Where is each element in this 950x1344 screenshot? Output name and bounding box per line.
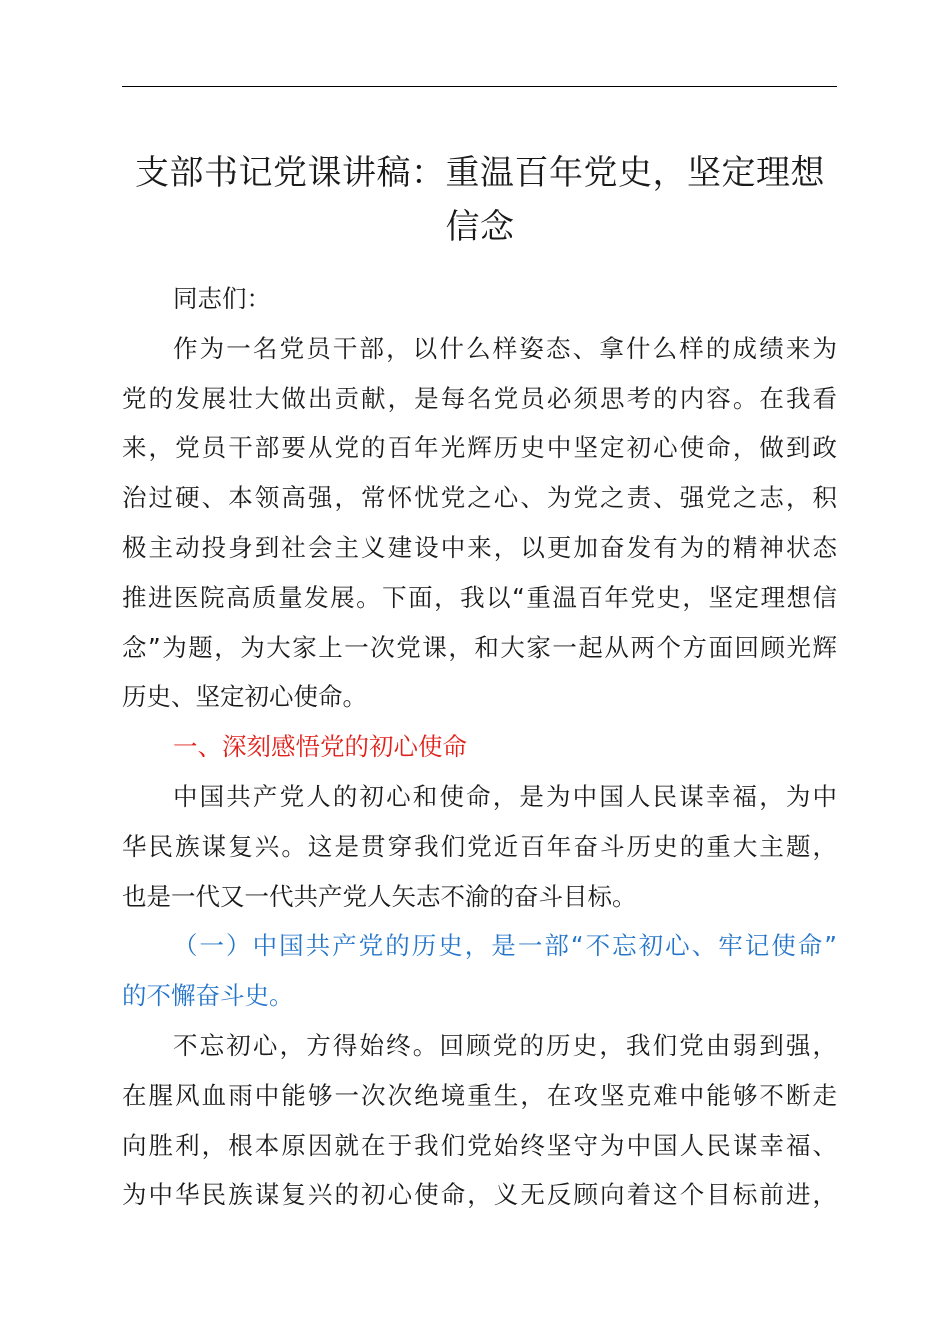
paragraph-line: 华民族谋复兴。这是贯穿我们党近百年奋斗历史的重大主题， (122, 831, 837, 861)
document-body (122, 274, 837, 1220)
header-rule (122, 86, 837, 87)
paragraph-line: 推进医院高质量发展。下面，我以“重温百年党史，坚定理想信 (122, 582, 837, 612)
document-title (100, 146, 860, 254)
paragraph-line: 来，党员干部要从党的百年光辉历史中坚定初心使命，做到政 (122, 433, 837, 463)
paragraph-line: 念”为题，为大家上一次党课，和大家一起从两个方面回顾光辉 (122, 632, 837, 662)
salutation: 同志们： (173, 284, 271, 313)
paragraph-line: 极主动投身到社会主义建设中来，以更加奋发有为的精神状态 (122, 532, 837, 562)
paragraph-line: 为中华民族谋复兴的初心使命，义无反顾向着这个目标前进， (122, 1180, 837, 1210)
paragraph-line: 治过硬、本领高强，常怀忧党之心、为党之责、强党之志，积 (122, 483, 837, 513)
paragraph-1 (122, 324, 837, 722)
paragraph-line: 中国共产党人的初心和使命，是为中国人民谋幸福，为中 (173, 781, 837, 811)
paragraph-line: 作为一名党员干部，以什么样姿态、拿什么样的成绩来为 (173, 333, 837, 363)
section-heading: 一、深刻感悟党的初心使命 (173, 732, 467, 762)
subheading-line: （一）中国共产党的历史，是一部“不忘初心、牢记使命” (173, 931, 837, 961)
paragraph-line: 党的发展壮大做出贡献，是每名党员必须思考的内容。在我看 (122, 383, 837, 413)
subheading-line: 的不懈奋斗史。 (122, 981, 294, 1011)
title-line-1: 支部书记党课讲稿：重温百年党史，坚定理想 (135, 153, 825, 193)
paragraph-line: 也是一代又一代共产党人矢志不渝的奋斗目标。 (122, 881, 637, 911)
subsection-heading (122, 921, 837, 1021)
paragraph-line: 向胜利，根本原因就在于我们党始终坚守为中国人民谋幸福、 (122, 1130, 837, 1160)
paragraph-2 (122, 772, 837, 921)
paragraph-3 (122, 1021, 837, 1220)
title-line-2: 信念 (445, 207, 515, 247)
paragraph-line: 不忘初心，方得始终。回顾党的历史，我们党由弱到强， (173, 1030, 837, 1060)
paragraph-line: 在腥风血雨中能够一次次绝境重生，在攻坚克难中能够不断走 (122, 1080, 837, 1110)
paragraph-line: 历史、坚定初心使命。 (122, 682, 367, 712)
